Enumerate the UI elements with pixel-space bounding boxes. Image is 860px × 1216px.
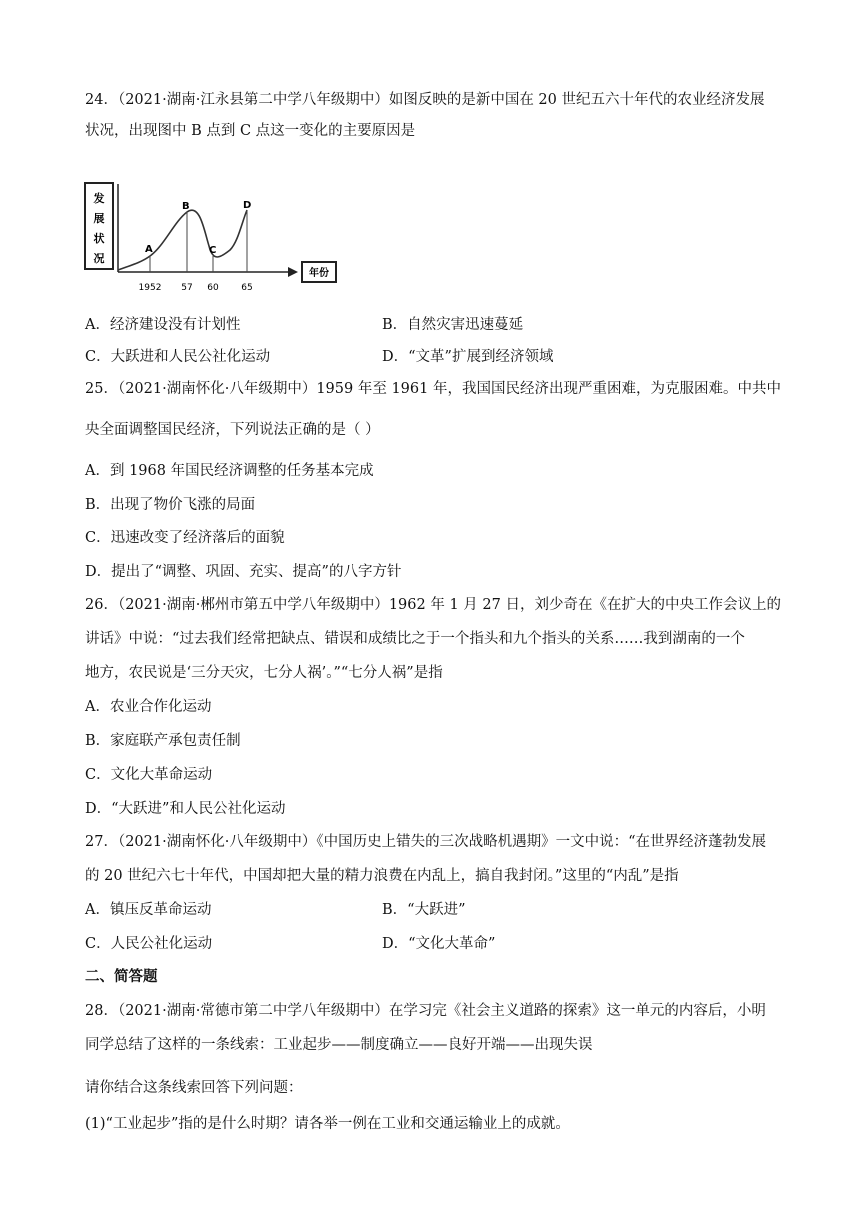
q27-option-d[interactable]: D．“文化大革命” — [382, 936, 496, 952]
x-axis-label: 年份 — [309, 268, 329, 279]
q24-option-c[interactable]: C．大跃进和人民公社化运动 — [85, 349, 271, 365]
q26-stem-line2: 讲话》中说：“过去我们经常把缺点、错误和成绩比之于一个指头和九个指头的关系……我到湖南的一个 — [85, 631, 745, 647]
q26-option-d[interactable]: D．“大跃进”和人民公社化运动 — [85, 801, 286, 817]
point-label-b: B — [182, 201, 190, 212]
q26-option-a[interactable]: A．农业合作化运动 — [85, 699, 212, 715]
q28-subquestion-1: (1)“工业起步”指的是什么时期？请各举一例在工业和交通运输业上的成就。 — [85, 1116, 570, 1132]
ylabel-char: 况 — [93, 252, 105, 265]
point-label-c: C — [209, 245, 217, 256]
q24-option-a[interactable]: A．经济建设没有计划性 — [85, 317, 241, 333]
q25-option-a[interactable]: A．到 1968 年国民经济调整的任务基本完成 — [85, 463, 374, 479]
q25-stem-line2: 央全面调整国民经济，下列说法正确的是（ ） — [85, 422, 380, 438]
q26-stem-line3: 地方，农民说是‘三分天灾，七分人祸’。”“七分人祸”是指 — [85, 665, 443, 681]
q28-stem-line2: 同学总结了这样的一条线索：工业起步——制度确立——良好开端——出现失误 — [85, 1037, 593, 1053]
q25-option-c[interactable]: C．迅速改变了经济落后的面貌 — [85, 530, 285, 546]
ylabel-char: 状 — [93, 232, 105, 245]
q25-stem-line1: 25．（2021·湖南怀化·八年级期中）1959 年至 1961 年，我国国民经济出现严重困难，为克服困难。中共中 — [85, 381, 781, 397]
ylabel-char: 发 — [93, 192, 105, 205]
q24-stem-line1: 24．（2021·湖南·江永县第二中学八年级期中）如图反映的是新中国在 20 世纪五六十年代的农业经济发展 — [85, 92, 765, 108]
tick-label-57: 57 — [181, 283, 193, 293]
tick-label-65: 65 — [241, 283, 253, 293]
q26-option-c[interactable]: C．文化大革命运动 — [85, 767, 213, 783]
q27-option-b[interactable]: B．“大跃进” — [382, 902, 466, 918]
q28-stem-line1: 28．（2021·湖南·常德市第二中学八年级期中）在学习完《社会主义道路的探索》这一单元的内容后，小明 — [85, 1003, 766, 1019]
tick-label-1952: 1952 — [138, 283, 162, 293]
q27-stem-line2: 的 20 世纪六七十年代，中国却把大量的精力浪费在内乱上，搞自我封闭。”这里的“内乱”是指 — [85, 868, 679, 884]
economy-chart — [82, 180, 340, 298]
q24-option-d[interactable]: D．“文革”扩展到经济领域 — [382, 349, 554, 365]
x-axis-arrow — [288, 267, 298, 277]
q24-option-b[interactable]: B．自然灾害迅速蔓延 — [382, 317, 524, 333]
q27-option-c[interactable]: C．人民公社化运动 — [85, 936, 213, 952]
q27-stem-line1: 27．（2021·湖南怀化·八年级期中）《中国历史上错失的三次战略机遇期》一文中说：“在世界经济蓬勃发展 — [85, 834, 766, 850]
q27-option-a[interactable]: A．镇压反革命运动 — [85, 902, 212, 918]
tick-label-60: 60 — [207, 283, 219, 293]
q26-stem-line1: 26．（2021·湖南·郴州市第五中学八年级期中）1962 年 1 月 27 日，刘少奇在《在扩大的中央工作会议上的 — [85, 597, 781, 613]
q26-option-b[interactable]: B．家庭联产承包责任制 — [85, 733, 241, 749]
section-heading: 二、简答题 — [85, 968, 158, 985]
q25-option-d[interactable]: D．提出了“调整、巩固、充实、提高”的八字方针 — [85, 564, 402, 580]
point-label-d: D — [243, 200, 252, 211]
q24-stem-line2: 状况，出现图中 B 点到 C 点这一变化的主要原因是 — [85, 123, 416, 139]
q28-instruction: 请你结合这条线索回答下列问题： — [85, 1080, 303, 1096]
point-label-a: A — [145, 244, 153, 255]
ylabel-char: 展 — [93, 212, 105, 225]
q25-option-b[interactable]: B．出现了物价飞涨的局面 — [85, 497, 256, 513]
development-curve — [118, 210, 247, 270]
